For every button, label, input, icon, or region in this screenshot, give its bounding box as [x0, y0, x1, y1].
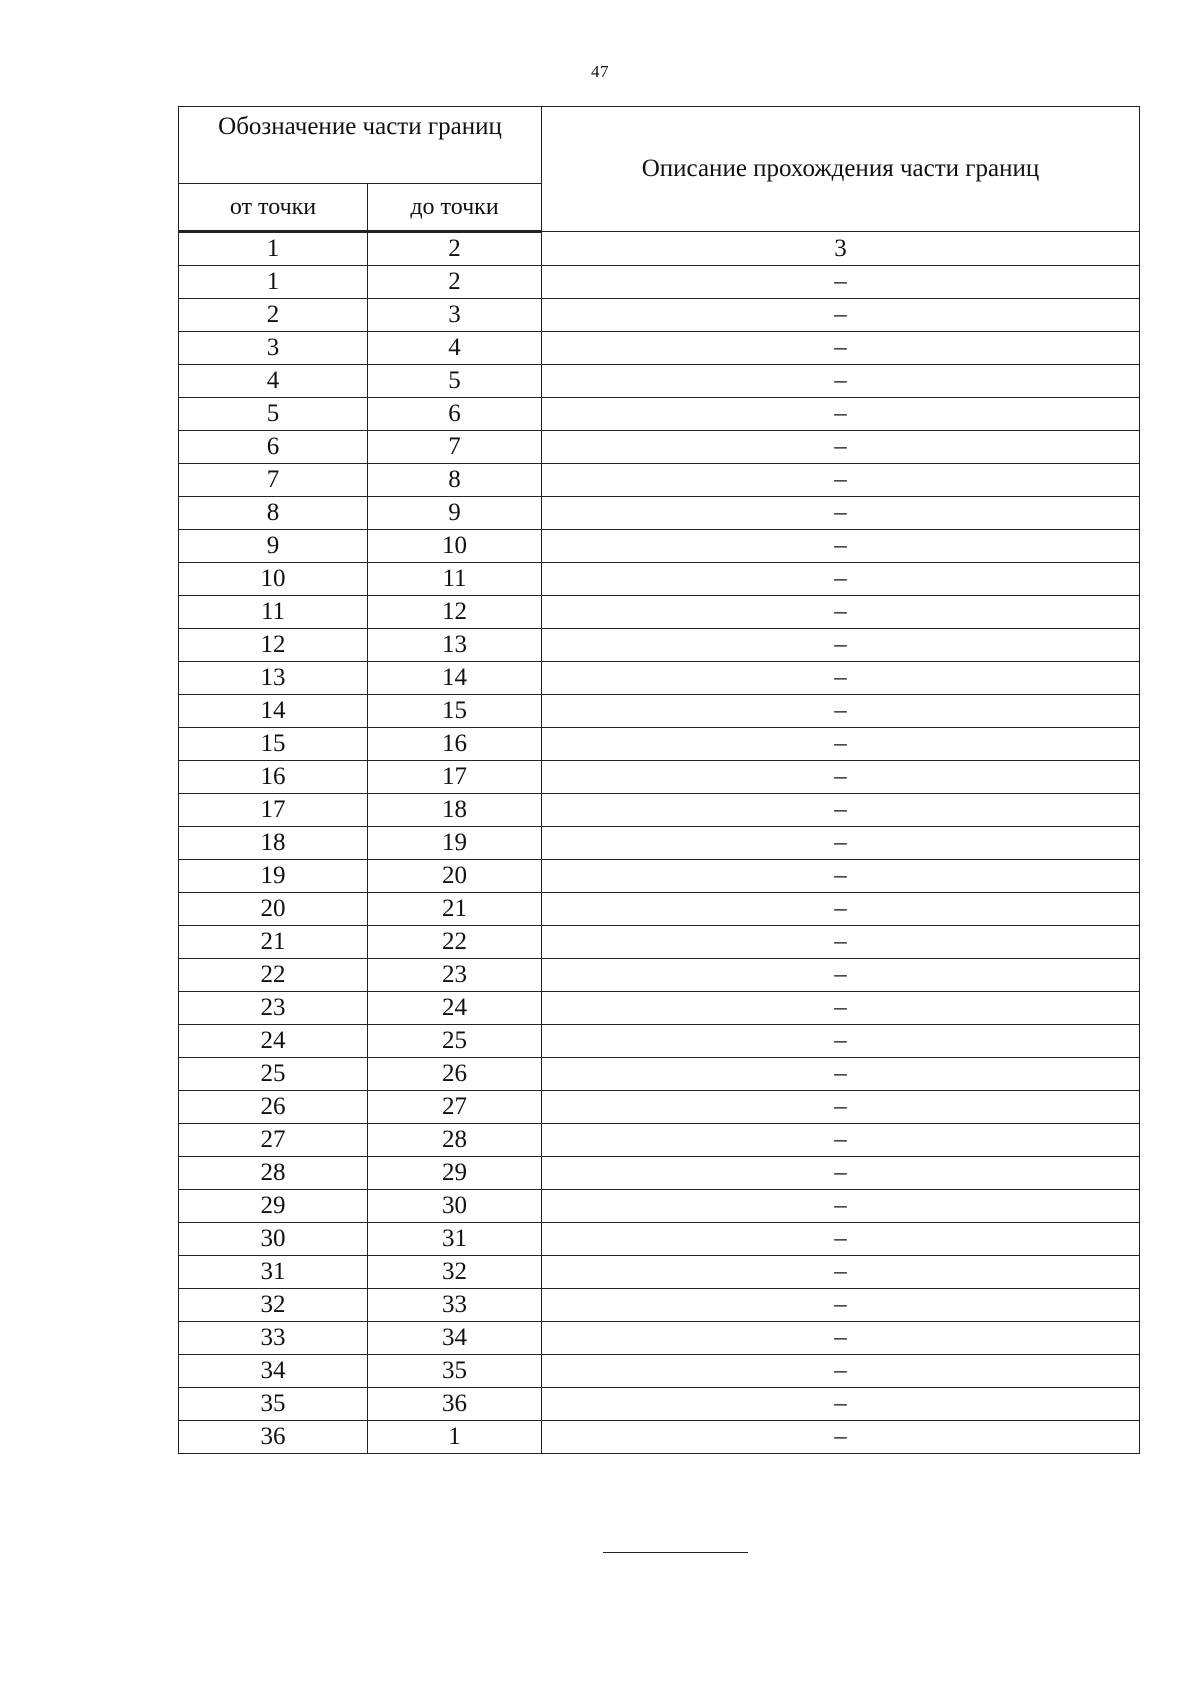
to-point-cell: 6: [368, 398, 542, 431]
from-point-cell: 30: [179, 1223, 368, 1256]
description-cell: –: [542, 992, 1140, 1025]
to-point-cell: 13: [368, 629, 542, 662]
description-cell: –: [542, 332, 1140, 365]
table-row: [179, 893, 1140, 926]
description-cell: –: [542, 398, 1140, 431]
to-point-cell: 4: [368, 332, 542, 365]
to-point-cell: 35: [368, 1355, 542, 1388]
to-point-cell: 23: [368, 959, 542, 992]
from-point-cell: 13: [179, 662, 368, 695]
to-point-cell: 14: [368, 662, 542, 695]
from-point-cell: 22: [179, 959, 368, 992]
description-cell: –: [542, 1091, 1140, 1124]
to-point-cell: 12: [368, 596, 542, 629]
to-point-cell: 3: [368, 299, 542, 332]
from-point-cell: 27: [179, 1124, 368, 1157]
description-cell: –: [542, 959, 1140, 992]
table-row: [179, 1091, 1140, 1124]
table-row: [179, 761, 1140, 794]
from-point-cell: 25: [179, 1058, 368, 1091]
to-point-cell: 25: [368, 1025, 542, 1058]
to-point-cell: 15: [368, 695, 542, 728]
to-point-cell: 33: [368, 1289, 542, 1322]
table-row: [179, 497, 1140, 530]
from-point-cell: 4: [179, 365, 368, 398]
header-to-point: до точки: [368, 184, 542, 232]
from-point-cell: 24: [179, 1025, 368, 1058]
description-cell: –: [542, 1388, 1140, 1421]
table-row: [179, 629, 1140, 662]
description-cell: –: [542, 563, 1140, 596]
end-of-table-rule: [603, 1552, 748, 1553]
description-cell: –: [542, 1124, 1140, 1157]
table-row: [179, 464, 1140, 497]
table-row: [179, 365, 1140, 398]
from-point-cell: 21: [179, 926, 368, 959]
table-row: [179, 662, 1140, 695]
from-point-cell: 7: [179, 464, 368, 497]
header-boundary-description: Описание прохождения части границ: [542, 107, 1140, 232]
description-cell: –: [542, 1322, 1140, 1355]
description-cell: –: [542, 596, 1140, 629]
table-row: [179, 1388, 1140, 1421]
description-cell: –: [542, 1289, 1140, 1322]
description-cell: –: [542, 1058, 1140, 1091]
to-point-cell: 1: [368, 1421, 542, 1454]
to-point-cell: 30: [368, 1190, 542, 1223]
from-point-cell: 15: [179, 728, 368, 761]
to-point-cell: 21: [368, 893, 542, 926]
table-row: [179, 827, 1140, 860]
from-point-cell: 35: [179, 1388, 368, 1421]
to-point-cell: 5: [368, 365, 542, 398]
column-number: 3: [542, 232, 1140, 266]
to-point-cell: 24: [368, 992, 542, 1025]
to-point-cell: 32: [368, 1256, 542, 1289]
from-point-cell: 28: [179, 1157, 368, 1190]
to-point-cell: 29: [368, 1157, 542, 1190]
header-from-point: от точки: [179, 184, 368, 232]
description-cell: –: [542, 1025, 1140, 1058]
description-cell: –: [542, 794, 1140, 827]
description-cell: –: [542, 728, 1140, 761]
to-point-cell: 7: [368, 431, 542, 464]
to-point-cell: 36: [368, 1388, 542, 1421]
description-cell: –: [542, 662, 1140, 695]
description-cell: –: [542, 530, 1140, 563]
description-cell: –: [542, 827, 1140, 860]
description-cell: –: [542, 266, 1140, 299]
column-number: 2: [368, 232, 542, 266]
from-point-cell: 1: [179, 266, 368, 299]
table-row: [179, 860, 1140, 893]
from-point-cell: 33: [179, 1322, 368, 1355]
from-point-cell: 23: [179, 992, 368, 1025]
table-row: [179, 1124, 1140, 1157]
table-row: [179, 266, 1140, 299]
from-point-cell: 19: [179, 860, 368, 893]
from-point-cell: 11: [179, 596, 368, 629]
table-row: [179, 794, 1140, 827]
from-point-cell: 10: [179, 563, 368, 596]
table-row: [179, 1058, 1140, 1091]
table-row: [179, 992, 1140, 1025]
table-row: [179, 695, 1140, 728]
from-point-cell: 36: [179, 1421, 368, 1454]
table-row: [179, 1322, 1140, 1355]
page-number: 47: [591, 62, 609, 81]
description-cell: –: [542, 431, 1140, 464]
from-point-cell: 31: [179, 1256, 368, 1289]
table-row: [179, 1223, 1140, 1256]
from-point-cell: 5: [179, 398, 368, 431]
table-row: [179, 1289, 1140, 1322]
table-row: [179, 1256, 1140, 1289]
boundary-table: [178, 106, 1140, 1454]
to-point-cell: 11: [368, 563, 542, 596]
from-point-cell: 18: [179, 827, 368, 860]
description-cell: –: [542, 365, 1140, 398]
to-point-cell: 19: [368, 827, 542, 860]
table-row: [179, 1190, 1140, 1223]
description-cell: –: [542, 497, 1140, 530]
header-row-top: [179, 107, 1140, 184]
column-number: 1: [179, 232, 368, 266]
description-cell: –: [542, 1355, 1140, 1388]
table-row: [179, 959, 1140, 992]
table-row: [179, 926, 1140, 959]
to-point-cell: 28: [368, 1124, 542, 1157]
table-row: [179, 299, 1140, 332]
description-cell: –: [542, 1190, 1140, 1223]
from-point-cell: 12: [179, 629, 368, 662]
from-point-cell: 3: [179, 332, 368, 365]
from-point-cell: 26: [179, 1091, 368, 1124]
to-point-cell: 10: [368, 530, 542, 563]
from-point-cell: 20: [179, 893, 368, 926]
from-point-cell: 17: [179, 794, 368, 827]
from-point-cell: 14: [179, 695, 368, 728]
from-point-cell: 32: [179, 1289, 368, 1322]
from-point-cell: 29: [179, 1190, 368, 1223]
table-row: [179, 1421, 1140, 1454]
to-point-cell: 17: [368, 761, 542, 794]
description-cell: –: [542, 860, 1140, 893]
description-cell: –: [542, 893, 1140, 926]
to-point-cell: 22: [368, 926, 542, 959]
from-point-cell: 34: [179, 1355, 368, 1388]
table-row: [179, 1157, 1140, 1190]
from-point-cell: 9: [179, 530, 368, 563]
header-boundary-designation: Обозначение части границ: [179, 107, 542, 184]
table-row: [179, 398, 1140, 431]
to-point-cell: 27: [368, 1091, 542, 1124]
table-row: [179, 332, 1140, 365]
from-point-cell: 16: [179, 761, 368, 794]
to-point-cell: 2: [368, 266, 542, 299]
description-cell: –: [542, 926, 1140, 959]
table-row: [179, 431, 1140, 464]
to-point-cell: 8: [368, 464, 542, 497]
to-point-cell: 34: [368, 1322, 542, 1355]
column-number-row: [179, 232, 1140, 266]
to-point-cell: 20: [368, 860, 542, 893]
table-row: [179, 728, 1140, 761]
to-point-cell: 26: [368, 1058, 542, 1091]
description-cell: –: [542, 464, 1140, 497]
to-point-cell: 16: [368, 728, 542, 761]
description-cell: –: [542, 629, 1140, 662]
description-cell: –: [542, 1256, 1140, 1289]
from-point-cell: 6: [179, 431, 368, 464]
description-cell: –: [542, 1223, 1140, 1256]
table-row: [179, 1025, 1140, 1058]
to-point-cell: 18: [368, 794, 542, 827]
description-cell: –: [542, 299, 1140, 332]
description-cell: –: [542, 761, 1140, 794]
to-point-cell: 9: [368, 497, 542, 530]
table-row: [179, 530, 1140, 563]
table-row: [179, 1355, 1140, 1388]
from-point-cell: 8: [179, 497, 368, 530]
from-point-cell: 2: [179, 299, 368, 332]
to-point-cell: 31: [368, 1223, 542, 1256]
description-cell: –: [542, 1157, 1140, 1190]
table-row: [179, 563, 1140, 596]
table-row: [179, 596, 1140, 629]
description-cell: –: [542, 1421, 1140, 1454]
description-cell: –: [542, 695, 1140, 728]
